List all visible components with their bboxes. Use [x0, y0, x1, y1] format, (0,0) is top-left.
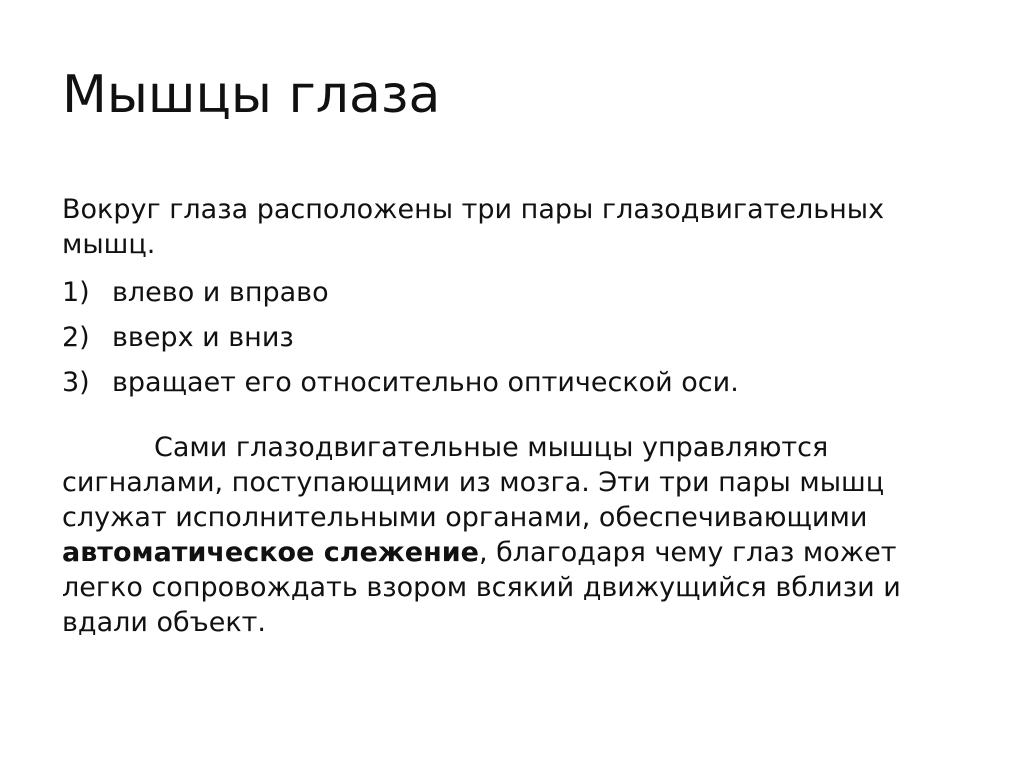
slide-title: Мышцы глаза	[62, 65, 441, 125]
movement-list	[62, 275, 962, 400]
paragraph-text-end: , благодаря чему глаз может легко сопровождать взором всякий движущийся вблизи и вдали объект.	[62, 537, 901, 638]
description-paragraph	[62, 430, 962, 640]
list-item-text: влево и вправо	[112, 277, 329, 308]
list-item-number: 1)	[62, 277, 90, 308]
paragraph-text-start: Сами глазодвигательные мышцы управляются сигналами, поступающими из мозга. Эти три пары мышц служат исполнительными органами, обеспечивающими	[62, 432, 885, 533]
list-item-number: 2)	[62, 322, 90, 353]
list-item	[62, 275, 962, 310]
list-item-text: вращает его относительно оптической оси.	[112, 367, 739, 398]
list-item	[62, 365, 962, 400]
list-item	[62, 320, 962, 355]
paragraph-bold-term: автоматическое слежение	[62, 537, 479, 568]
list-item-text: вверх и вниз	[112, 322, 294, 353]
intro-text: Вокруг глаза расположены три пары глазодвигательных мышц.	[62, 194, 885, 260]
slide-body	[62, 192, 962, 640]
list-item-number: 3)	[62, 367, 90, 398]
